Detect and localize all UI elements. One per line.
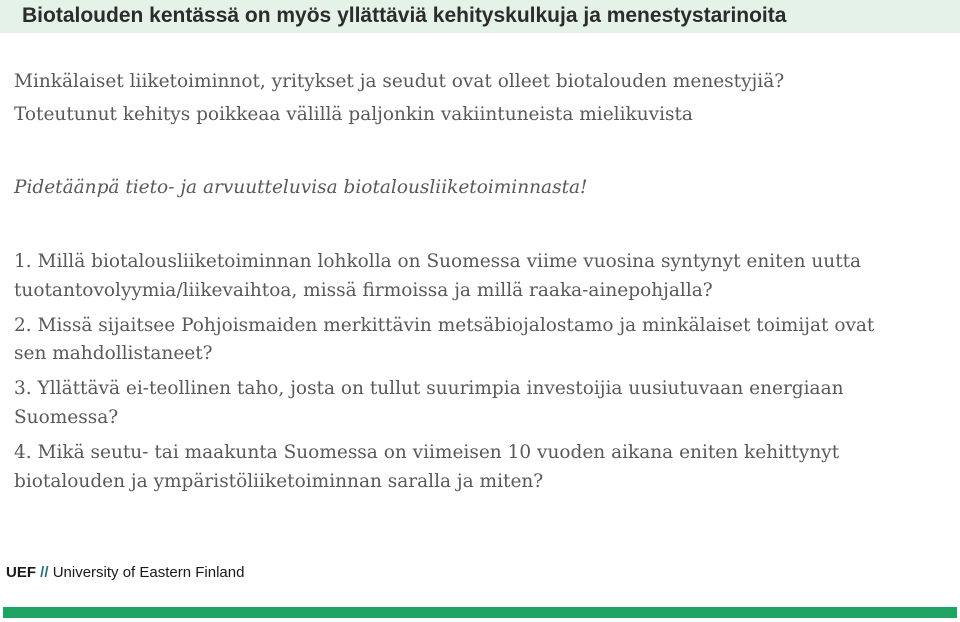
- question-4-line-1: 4. Mikä seutu- tai maakunta Suomessa on viimeisen 10 vuoden aikana eniten kehittynyt: [14, 442, 840, 463]
- footer-separator: //: [40, 564, 49, 581]
- question-3-line-1: 3. Yllättävä ei-teollinen taho, josta on tullut suurimpia investoijia uusiutuvaan energiaan: [14, 378, 844, 399]
- accent-bar: [3, 607, 957, 618]
- tagline: Pidetäänpä tieto- ja arvuutteluvisa biotalousliiketoiminnasta!: [14, 177, 588, 198]
- footer-brand: UEF: [6, 564, 36, 581]
- question-1-line-2: tuotantovolyymia/liikevaihtoa, missä firmoissa ja millä raaka-ainepohjalla?: [14, 280, 713, 301]
- footer-label: [6, 563, 244, 583]
- intro-line-1: Minkälaiset liiketoiminnot, yritykset ja seudut ovat olleet biotalouden menestyjiä?: [14, 71, 785, 92]
- question-4-line-2: biotalouden ja ympäristöliiketoiminnan saralla ja miten?: [14, 471, 544, 492]
- question-2-line-2: sen mahdollistaneet?: [14, 343, 213, 364]
- question-1-line-1: 1. Millä biotalousliiketoiminnan lohkolla on Suomessa viime vuosina syntynyt eniten uutta: [14, 251, 862, 272]
- question-3-line-2: Suomessa?: [14, 407, 119, 428]
- slide-title: Biotalouden kentässä on myös yllättäviä kehityskulkuja ja menestystarinoita: [22, 4, 787, 27]
- intro-line-2: Toteutunut kehitys poikkeaa välillä paljonkin vakiintuneista mielikuvista: [14, 104, 693, 125]
- question-2-line-1: 2. Missä sijaitsee Pohjoismaiden merkittävin metsäbiojalostamo ja minkälaiset toimijat ovat: [14, 315, 875, 336]
- footer-university: University of Eastern Finland: [52, 564, 245, 581]
